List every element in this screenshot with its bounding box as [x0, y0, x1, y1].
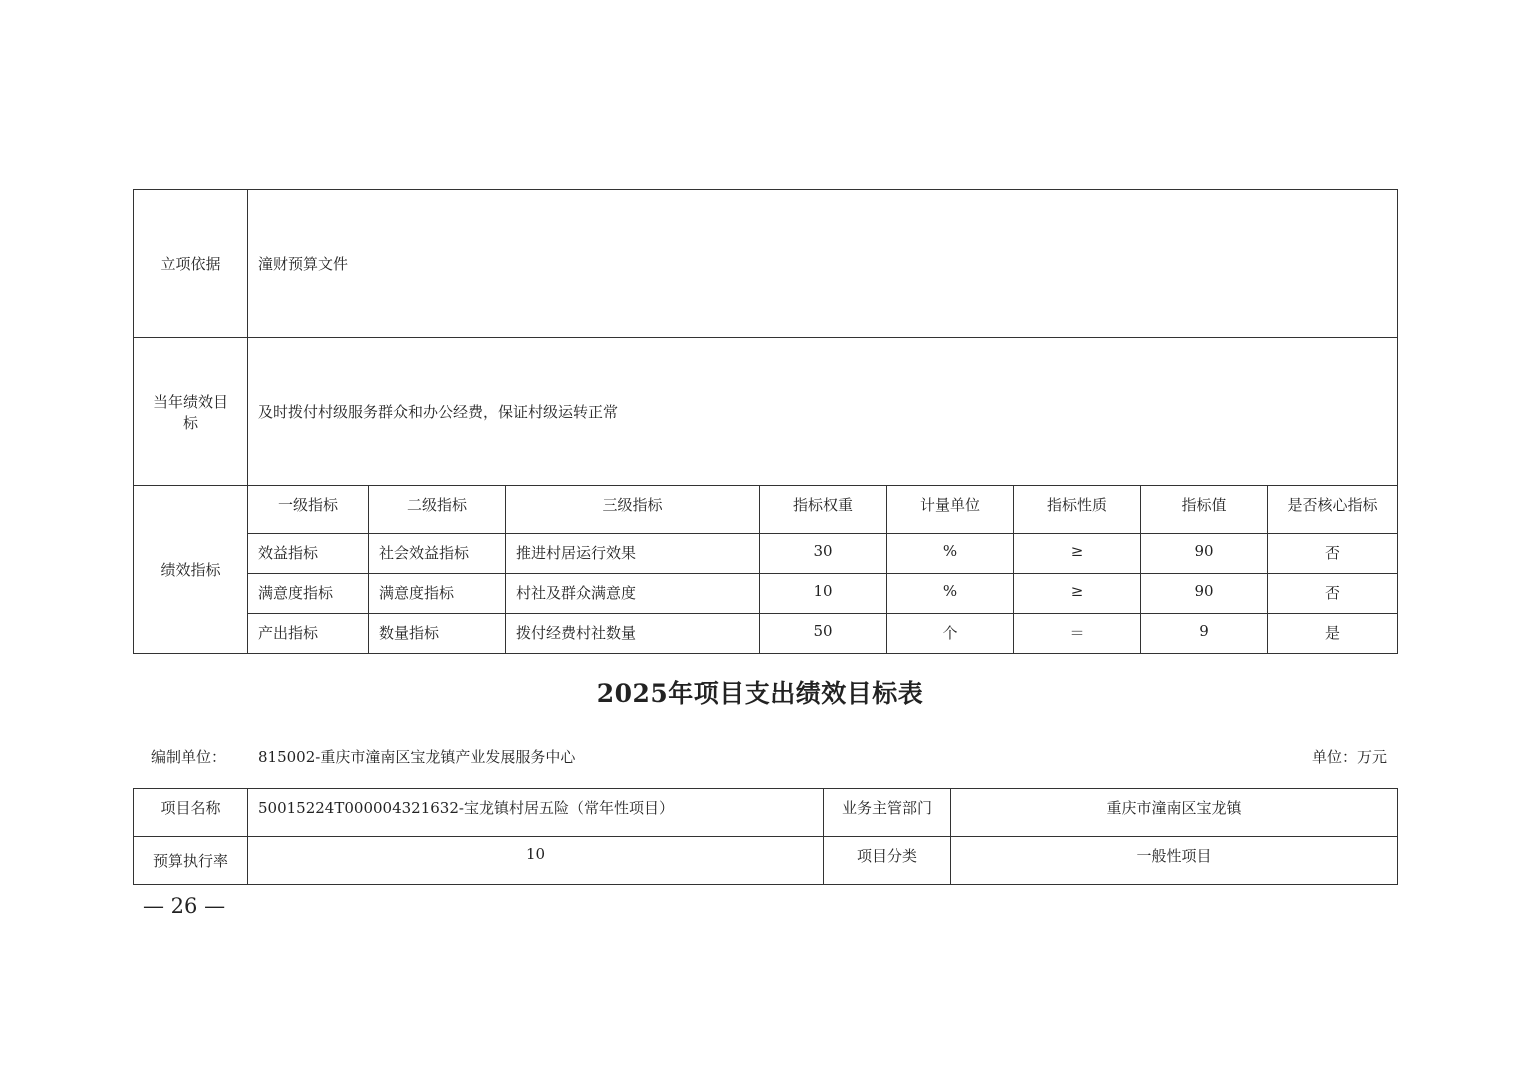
- table-cell: 否: [1268, 574, 1398, 614]
- performance-goal-table: [133, 189, 1398, 654]
- currency-unit: 单位：万元: [1311, 748, 1387, 766]
- table-cell: 拨付经费村社数量: [506, 614, 760, 654]
- exec-rate-value: 10: [248, 837, 824, 885]
- basis-row: [134, 190, 1398, 338]
- category-label: 项目分类: [824, 837, 951, 885]
- table-cell: 社会效益指标: [369, 534, 506, 574]
- compile-unit-value: 815002-重庆市潼南区宝龙镇产业发展服务中心: [258, 748, 576, 766]
- table-cell: 个: [887, 614, 1014, 654]
- compile-unit-label: 编制单位：: [151, 748, 227, 766]
- dept-value: 重庆市潼南区宝龙镇: [951, 789, 1398, 837]
- header-cell: 指标性质: [1014, 486, 1141, 534]
- table-cell: 推进村居运行效果: [506, 534, 760, 574]
- basis-value: 潼财预算文件: [248, 190, 1398, 338]
- header-cell: 计量单位: [887, 486, 1014, 534]
- table-cell: 满意度指标: [248, 574, 369, 614]
- table-cell: 9: [1141, 614, 1268, 654]
- basis-label: 立项依据: [134, 190, 248, 338]
- table-cell: 效益指标: [248, 534, 369, 574]
- table-cell: 是: [1268, 614, 1398, 654]
- table-cell: 50: [760, 614, 887, 654]
- table-cell: 满意度指标: [369, 574, 506, 614]
- project-info-table: [133, 788, 1398, 885]
- table-cell: %: [887, 574, 1014, 614]
- table-cell: 30: [760, 534, 887, 574]
- table-cell: 村社及群众满意度: [506, 574, 760, 614]
- table-row: [134, 534, 1398, 574]
- header-cell: 指标权重: [760, 486, 887, 534]
- header-cell: 一级指标: [248, 486, 369, 534]
- table-cell: 10: [760, 574, 887, 614]
- page-title: 2025年项目支出绩效目标表: [596, 679, 924, 708]
- table-cell: 90: [1141, 574, 1268, 614]
- project-name-value: 50015224T000004321632-宝龙镇村居五险（常年性项目）: [248, 789, 824, 837]
- project-name-label: 项目名称: [134, 789, 248, 837]
- exec-rate-label: 预算执行率: [134, 837, 248, 885]
- table-cell: ≥: [1014, 574, 1141, 614]
- table-cell: 数量指标: [369, 614, 506, 654]
- table-cell: 否: [1268, 534, 1398, 574]
- table-row: [134, 614, 1398, 654]
- table-cell: 90: [1141, 534, 1268, 574]
- indicator-header-row: [134, 486, 1398, 534]
- table-cell: 产出指标: [248, 614, 369, 654]
- header-cell: 是否核心指标: [1268, 486, 1398, 534]
- page-number: — 26 —: [143, 894, 226, 918]
- header-cell: 二级指标: [369, 486, 506, 534]
- table-cell: ≥: [1014, 534, 1141, 574]
- table-cell: %: [887, 534, 1014, 574]
- header-cell: 三级指标: [506, 486, 760, 534]
- indicator-label: 绩效指标: [134, 486, 248, 654]
- table-row: [134, 574, 1398, 614]
- project-name-row: [134, 789, 1398, 837]
- goal-label: 当年绩效目标: [134, 338, 248, 486]
- goal-row: [134, 338, 1398, 486]
- table-cell: ＝: [1014, 614, 1141, 654]
- category-value: 一般性项目: [951, 837, 1398, 885]
- dept-label: 业务主管部门: [824, 789, 951, 837]
- goal-value: 及时拨付村级服务群众和办公经费，保证村级运转正常: [248, 338, 1398, 486]
- exec-rate-row: [134, 837, 1398, 885]
- header-cell: 指标值: [1141, 486, 1268, 534]
